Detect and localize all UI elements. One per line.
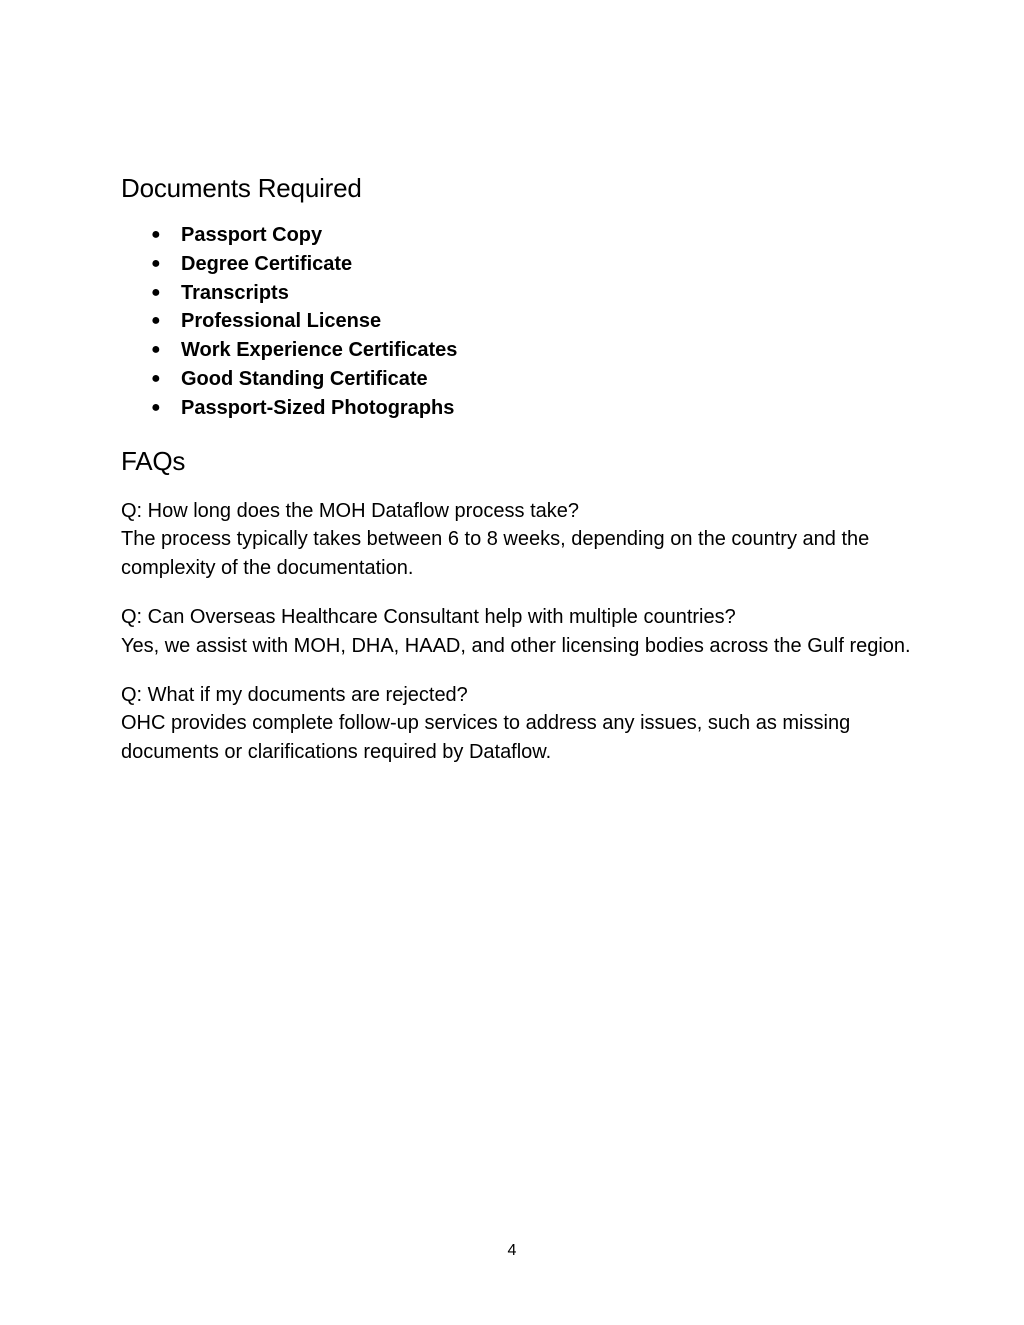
bullet-icon: ● xyxy=(151,283,161,301)
bullet-icon: ● xyxy=(151,226,161,243)
documents-list xyxy=(121,221,911,423)
bullet-icon: ● xyxy=(151,312,161,330)
bullet-icon: ● xyxy=(151,398,161,416)
faq-answer: Yes, we assist with MOH, DHA, HAAD, and other licensing bodies across the Gulf region. xyxy=(121,634,911,657)
list-item-label: Professional License xyxy=(181,310,382,333)
faq-item xyxy=(121,681,911,767)
faq-item xyxy=(121,497,911,583)
list-item-label: Passport-Sized Photographs xyxy=(181,396,455,419)
page-number: 4 xyxy=(507,1242,517,1259)
list-item xyxy=(121,221,911,250)
bullet-icon: ● xyxy=(151,254,161,272)
page-content xyxy=(121,171,911,767)
faq-question: Q: How long does the MOH Dataflow process take? xyxy=(121,499,579,522)
list-item xyxy=(121,336,911,365)
list-item-label: Work Experience Certificates xyxy=(181,339,458,362)
list-item xyxy=(121,394,911,423)
bullet-icon: ● xyxy=(151,369,161,387)
list-item-label: Passport Copy xyxy=(181,224,323,246)
faq-question: Q: What if my documents are rejected? xyxy=(121,683,468,706)
list-item xyxy=(121,307,911,336)
documents-required-heading: Documents Required xyxy=(121,173,362,203)
faq-item xyxy=(121,603,911,661)
list-item xyxy=(121,365,911,394)
faq-answer: OHC provides complete follow-up services to address any issues, such as missing documents or clarifications required by Dataflow. xyxy=(121,712,851,764)
list-item-label: Good Standing Certificate xyxy=(181,367,428,390)
faq-answer: The process typically takes between 6 to 8 weeks, depending on the country and the complexity of the documentation. xyxy=(121,528,870,580)
list-item-label: Transcripts xyxy=(181,281,289,304)
faq-question: Q: Can Overseas Healthcare Consultant help with multiple countries? xyxy=(121,605,736,628)
list-item xyxy=(121,250,911,279)
list-item xyxy=(121,279,911,308)
bullet-icon: ● xyxy=(151,341,161,359)
faqs-heading: FAQs xyxy=(121,445,186,476)
list-item-label: Degree Certificate xyxy=(181,252,353,275)
